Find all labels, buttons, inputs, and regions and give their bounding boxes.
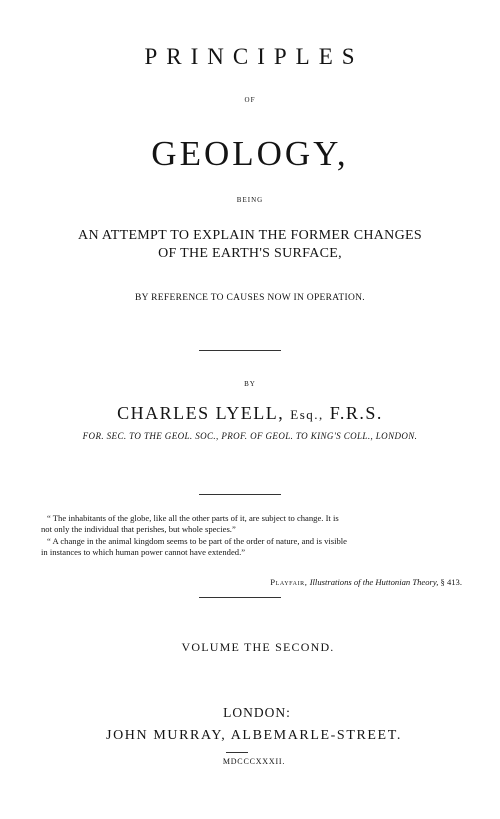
author-esq: Esq., xyxy=(290,407,324,422)
divider-rule xyxy=(199,350,281,351)
epigraph-line: not only the individual that perishes, but whole species.” xyxy=(41,524,236,535)
author-frs: F.R.S. xyxy=(329,403,383,423)
author-name: CHARLES LYELL, xyxy=(117,403,285,423)
imprint-year: MDCCCXXXII. xyxy=(222,757,286,766)
subtitle-line-1: AN ATTEMPT TO EXPLAIN THE FORMER CHANGES xyxy=(78,228,422,243)
epigraph-line: in instances to which human power cannot have extended.” xyxy=(41,546,246,557)
subtitle-line-3: BY REFERENCE TO CAUSES NOW IN OPERATION. xyxy=(135,293,365,303)
title-geology: GEOLOGY, xyxy=(151,134,349,173)
epigraph-section: § 413. xyxy=(440,577,462,587)
author-line xyxy=(0,403,500,424)
author-affiliation: FOR. SEC. TO THE GEOL. SOC., PROF. OF GEOL. TO KING'S COLL., LONDON. xyxy=(82,431,418,441)
word-of: OF xyxy=(244,96,256,104)
epigraph xyxy=(41,513,461,558)
divider-rule-short xyxy=(226,752,248,753)
imprint-publisher: JOHN MURRAY, ALBEMARLE-STREET. xyxy=(106,728,402,743)
epigraph-source: Illustrations of the Huttonian Theory, xyxy=(309,577,439,587)
divider-rule xyxy=(199,494,281,495)
epigraph-attribution xyxy=(270,577,462,587)
imprint-place: LONDON: xyxy=(223,705,291,720)
volume-label: VOLUME THE SECOND. xyxy=(181,640,335,654)
subtitle-line-2: OF THE EARTH'S SURFACE, xyxy=(158,246,342,261)
word-being: BEING xyxy=(236,196,264,204)
divider-rule xyxy=(199,597,281,598)
word-by: BY xyxy=(244,380,256,388)
epigraph-line: “ A change in the animal kingdom seems to be part of the order of nature, and is visible xyxy=(47,535,347,546)
epigraph-author: Playfair, xyxy=(270,577,308,587)
title-principles: PRINCIPLES xyxy=(144,44,364,69)
epigraph-line: “ The inhabitants of the globe, like all the other parts of it, are subject to change. It is xyxy=(47,513,339,523)
